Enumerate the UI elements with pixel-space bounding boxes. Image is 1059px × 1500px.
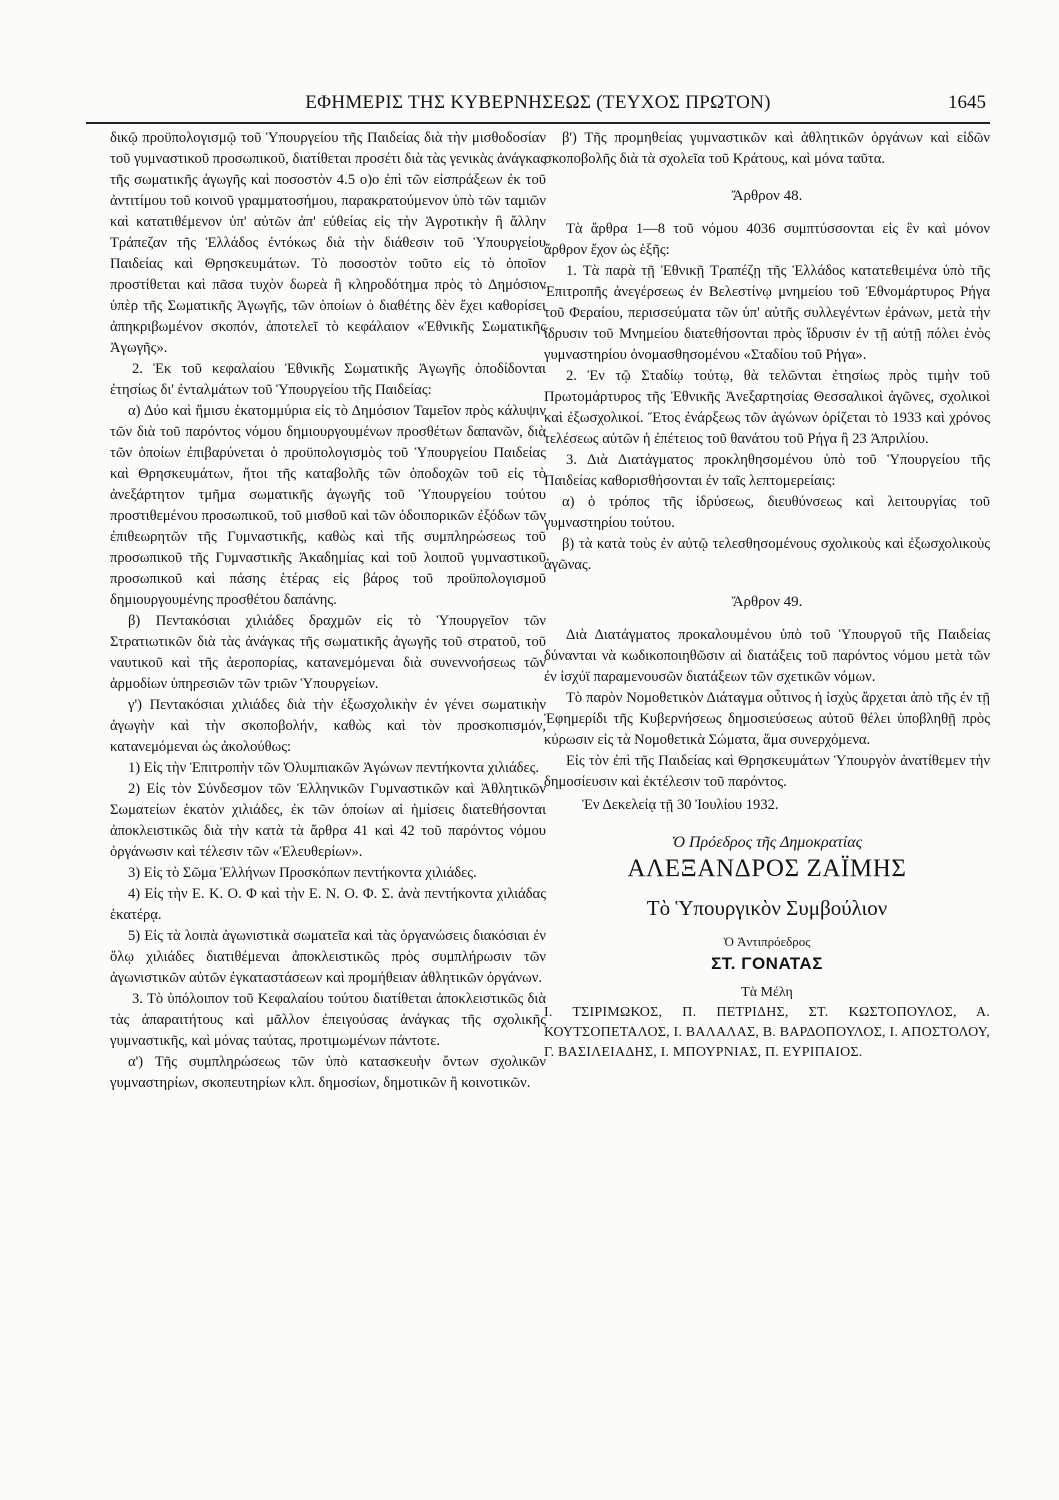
paragraph: δικῷ προϋπολογισμῷ τοῦ Ὑπουργείου τῆς Παιδείας διὰ τὴν μισθοδοσίαν τοῦ γυμναστικοῦ προσωπικοῦ, διατίθεται προσέτι διὰ τὰς γενικὰς ἀνάγκας τῆς σωματικῆς ἀγωγῆς καὶ ποσοστὸν 4.5 ο)ο ἐπὶ τῶν εἰσπράξεων ἐκ τοῦ ἀντιτίμου τοῦ κοινοῦ γραμματοσήμου, παρακρατούμενον ὑπὸ τῶν ταμιῶν καὶ κατατιθέμενον ὑπ' αὐτῶν ἀπ' εὐθείας εἰς τὴν Ἀγροτικὴν ἢ ἄλλην Τράπεζαν τῆς Ἑλλάδος ἐντόκως διὰ τὴν διάθεσιν τοῦ Ὑπουργείου Παιδείας καὶ Θρησκευμάτων. Τὸ ποσοστὸν τοῦτο εἰς τὸ ὁποῖον προστίθεται καὶ πᾶσα τυχὸν δωρεὰ ἢ κληροδότημα πρὸς τὸ Δημόσιον ὑπὲρ τῆς Σωματικῆς Ἀγωγῆς, τῶν ὁποίων ὁ διαθέτης δὲν ἔχει καθορίσει ἀπηκριβωμένον σκοπόν, ἀποτελεῖ τὸ κεφάλαιον «Ἐθνικῆς Σωματικῆς Ἀγωγῆς». <box>110 130 546 356</box>
list-item: 5) Εἰς τὰ λοιπὰ ἀγωνιστικὰ σωματεῖα καὶ τὰς ὀργανώσεις διακόσιαι ἐν ὅλῳ χιλιάδες διατιθέμεναι ἀποκλειστικῶς πρὸς συμπλήρωσιν τῶν ἀγωνιστικῶν αὐτῶν ἐγκαταστάσεων καὶ προμήθειαν ἀθλητικῶν ὀργάνων. <box>110 928 546 986</box>
article-heading-48: Ἄρθρον 48. <box>731 188 803 204</box>
paragraph: 2. Ἐν τῷ Σταδίῳ τούτῳ, θὰ τελῶνται ἐτησίως πρὸς τιμὴν τοῦ Πρωτομάρτυρος τῆς Ἐθνικῆς Ἀνεξαρτησίας Θεσσαλικοὶ ἀγῶνες, σχολικοὶ καὶ ἐξωσχολικοί. Ἔτος ἐνάρξεως τῶν ἀγώνων ὁρίζεται τὸ 1933 καὶ χρόνος τελέσεως αὐτῶν ἡ ἐπέτειος τοῦ θανάτου τοῦ Ρήγα ἢ 23 Ἀπριλίου. <box>544 368 990 447</box>
paragraph: γ') Πεντακόσιαι χιλιάδες διὰ τὴν ἐξωσχολικὴν ἐν γένει σωματικὴν ἀγωγὴν καὶ τὴν σκοποβολήν, καθὼς καὶ τὸν προσκοπισμόν, κατανεμόμεναι ὡς ἀκολούθως: <box>110 697 546 755</box>
page-header <box>86 88 990 124</box>
president-name: ΑΛΕΞΑΝΔΡΟΣ ΖΑΪΜΗΣ <box>627 855 907 882</box>
council-label: Τὸ Ὑπουργικὸν Συμβούλιον <box>646 896 888 920</box>
page-number: 1645 <box>948 92 986 113</box>
paragraph: 1. Τὰ παρὰ τῇ Ἐθνικῇ Τραπέζῃ τῆς Ἑλλάδος κατατεθειμένα ὑπὸ τῆς Ἐπιτροπῆς ἀνεγέρσεως ἐν Βελεστίνῳ μνημείου τοῦ Ἐθνομάρτυρος Ρήγα τοῦ Φεραίου, περισσεύματα τῶν ὑπ' αὐτῆς συλλεγέντων ἐράνων, μετὰ τὴν ἵδρυσιν τοῦ Μνημείου διατεθήσονται πρὸς ἵδρυσιν ἐν τῇ αὐτῇ πόλει ἑνὸς γυμναστηρίου ὀνομασθησομένου «Σταδίου τοῦ Ρήγα». <box>544 263 990 363</box>
list-item: α) ὁ τρόπος τῆς ἱδρύσεως, διευθύνσεως καὶ λειτουργίας τοῦ γυμναστηρίου τούτου. <box>544 494 990 531</box>
article-heading-49: Ἄρθρον 49. <box>731 594 803 610</box>
list-item: 3) Εἰς τὸ Σῶμα Ἑλλήνων Προσκόπων πεντήκοντα χιλιάδες. <box>128 865 477 881</box>
list-item: β) τὰ κατὰ τοὺς ἐν αὐτῷ τελεσθησομένους σχολικοὺς καὶ ἐξωσχολικοὺς ἀγῶνας. <box>544 536 990 573</box>
vice-president-label: Ὁ Ἀντιπρόεδρος <box>723 934 811 949</box>
paragraph: 2. Ἐκ τοῦ κεφαλαίου Ἐθνικῆς Σωματικῆς Ἀγωγῆς ὁποδίδονται ἐτησίως δι' ἐνταλμάτων τοῦ Ὑπουργείου τῆς Παιδείας: <box>110 361 546 398</box>
paragraph: 3. Διὰ Διατάγματος προκληθησομένου ὑπὸ τοῦ Ὑπουργείου τῆς Παιδείας καθορισθήσονται ἐν ταῖς λεπτομερείαις: <box>544 452 990 489</box>
list-item: 1) Εἰς τὴν Ἐπιτροπὴν τῶν Ὀλυμπιακῶν Ἀγώνων πεντήκοντα χιλιάδες. <box>128 760 540 776</box>
list-item: 2) Εἰς τὸν Σύνδεσμον τῶν Ἑλληνικῶν Γυμναστικῶν καὶ Ἀθλητικῶν Σωματείων ἑκατὸν χιλιάδες, ἐκ τῶν ὁποίων αἱ ἡμίσεις διατεθήσονται ἀποκλειστικῶς διὰ τὴν κατὰ τὰ ἄρθρα 41 καὶ 42 τοῦ παρόντος νόμου ὀργάνωσιν καὶ τέλεσιν τῶν «Ἐλευθερίων». <box>110 781 546 860</box>
members-list: Ι. ΤΣΙΡΙΜΩΚΟΣ, Π. ΠΕΤΡΙΔΗΣ, ΣΤ. ΚΩΣΤΟΠΟΥΛΟΣ, Α. ΚΟΥΤΣΟΠΕΤΑΛΟΣ, Ι. ΒΑΛΑΛΑΣ, Β. ΒΑΡΔΟΠΟΥΛΟΣ, Ι. ΑΠΟΣΤΟΛΟΥ, Γ. ΒΑΣΙΛΕΙΑΔΗΣ, Ι. ΜΠΟΥΡΝΙΑΣ, Π. ΕΥΡΙΠΑΙΟΣ. <box>544 1005 990 1060</box>
paragraph: β') Τῆς προμηθείας γυμναστικῶν καὶ ἀθλητικῶν ὀργάνων καὶ εἰδῶν σκοποβολῆς διὰ τὰ σχολεῖα τοῦ Κράτους, καὶ μόνα ταῦτα. <box>544 130 990 167</box>
paragraph: 3. Τὸ ὑπόλοιπον τοῦ Κεφαλαίου τούτου διατίθεται ἀποκλειστικῶς διὰ τὰς ἀπαραιτήτους καὶ μᾶλλον ἐπειγούσας ἀνάγκας τῆς σχολικῆς γυμναστικῆς, καὶ μόνας ταύτας, προτιμωμένων πάντοτε. <box>110 991 546 1049</box>
paragraph: β) Πεντακόσιαι χιλιάδες δραχμῶν εἰς τὸ Ὑπουργεῖον τῶν Στρατιωτικῶν διὰ τὰς ἀνάγκας τῆς σωματικῆς ἀγωγῆς τοῦ στρατοῦ, τοῦ ναυτικοῦ καὶ τῆς ἀεροπορίας, κατανεμόμεναι διὰ συνεννοήσεως τῶν ἁρμοδίων ὑπηρεσιῶν τῶν τριῶν Ὑπουργείων. <box>110 613 546 692</box>
members-label: Τὰ Μέλη <box>741 985 793 1000</box>
vice-president-name: ΣΤ. ΓΟΝΑΤΑΣ <box>711 954 823 973</box>
paragraph: α') Τῆς συμπληρώσεως τῶν ὑπὸ κατασκευὴν ὄντων σχολικῶν γυμναστηρίων, σκοπευτηρίων κλπ. δημοσίων, δημοτικῶν ἢ κοινοτικῶν. <box>110 1054 546 1091</box>
president-label: Ὁ Πρόεδρος τῆς Δημοκρατίας <box>671 834 863 851</box>
left-column <box>110 128 546 1094</box>
paragraph: Τὰ ἄρθρα 1—8 τοῦ νόμου 4036 συμπτύσσονται εἰς ἓν καὶ μόνον ἄρθρον ἔχον ὡς ἑξῆς: <box>544 221 990 258</box>
paragraph: Διὰ Διατάγματος προκαλουμένου ὑπὸ τοῦ Ὑπουργοῦ τῆς Παιδείας δύνανται νὰ κωδικοποιηθῶσιν αἱ διατάξεις τοῦ παρόντος νόμου μετὰ τῶν ἐν ἰσχύϊ παραμενουσῶν διατάξεων τῶν σχετικῶν νόμων. <box>544 627 990 685</box>
gazette-title: ΕΦΗΜΕΡΙΣ ΤΗΣ ΚΥΒΕΡΝΗΣΕΩΣ (ΤΕΥΧΟΣ ΠΡΩΤΟΝ) <box>305 92 771 113</box>
paragraph: Τὸ παρὸν Νομοθετικὸν Διάταγμα οὗτινος ἡ ἰσχὺς ἄρχεται ἀπὸ τῆς ἐν τῇ Ἐφημερίδι τῆς Κυβερνήσεως δημοσιεύσεως αὐτοῦ θέλει ὑποβληθῇ πρὸς κύρωσιν εἰς τὰ Νομοθετικὰ Σώματα, ἅμα συνερχόμενα. <box>544 690 990 748</box>
dateline: Ἐν Δεκελείᾳ τῇ 30 Ἰουλίου 1932. <box>582 797 779 813</box>
paragraph: Εἰς τὸν ἐπὶ τῆς Παιδείας καὶ Θρησκευμάτων Ὑπουργὸν ἀνατίθεμεν τὴν δημοσίευσιν καὶ ἐκτέλεσιν τοῦ παρόντος. <box>544 753 990 790</box>
paragraph: α) Δύο καὶ ἥμισυ ἑκατομμύρια εἰς τὸ Δημόσιον Ταμεῖον πρὸς κάλυψιν τῶν διὰ τοῦ παρόντος νόμου δημιουργουμένων προσθέτων δαπανῶν, διὰ τῶν ὁποίων ἐπιβαρύνεται ὁ προϋπολογισμὸς τοῦ Ὑπουργείου Παιδείας καὶ Θρησκευμάτων, ἤτοι τῆς καταβολῆς τῶν ὁποδοχῶν τοῦ εἰς τὸ ἀνεξάρτητον τμῆμα σωματικῆς ἀγωγῆς τοῦ Ὑπουργείου τούτου προστιθεμένου προσωπικοῦ, τοῦ μισθοῦ καὶ τῶν ὁδοιπορικῶν ἐξόδων τῶν ἐπιθεωρητῶν τῆς Γυμναστικῆς, καθὼς καὶ τῆς συμπληρώσεως τοῦ προσωπικοῦ τῆς Γυμναστικῆς Ἀκαδημίας καὶ τοῦ λοιποῦ γυμναστικοῦ προσωπικοῦ καὶ πάσης ἑτέρας εἰς βάρος τοῦ προϋπολογισμοῦ δημιουργουμένης προσθέτου δαπάνης. <box>110 403 546 608</box>
signature-block <box>544 832 990 1003</box>
list-item: 4) Εἰς τὴν Ε. Κ. Ο. Φ καὶ τὴν Ε. Ν. Ο. Φ. Σ. ἀνὰ πεντήκοντα χιλιάδας ἑκατέρᾳ. <box>110 886 546 923</box>
right-column <box>544 128 990 1063</box>
